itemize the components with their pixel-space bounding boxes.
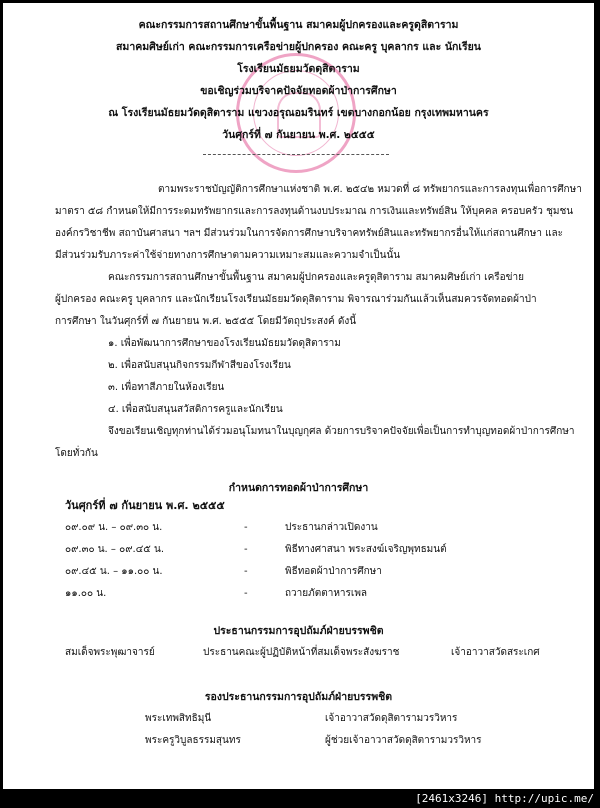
chair-role-2: เจ้าอาวาสวัดสระเกศ xyxy=(451,647,540,658)
objective-3: ๓. เพื่อทาสีภายในห้องเรียน xyxy=(108,382,225,393)
chair-role-1: ประธานคณะผู้ปฏิบัติหน้าที่สมเด็จพระสังฆราช xyxy=(203,647,400,658)
objective-2: ๒. เพื่อสนับสนุนกิจกรรมกีฬาสีของโรงเรียน xyxy=(108,360,291,371)
para1-line-3: องค์กรวิชาชีพ สถาบันศาสนา ฯลฯ มีส่วนร่วมในการจัดการศึกษาบริจาคทรัพย์สินและทรัพยากรอื่นให้แก่สถานศึกษา และ xyxy=(55,228,564,239)
header-invitation: ขอเชิญร่วมบริจาคปัจจัยทอดผ้าป่าการศึกษา xyxy=(200,85,397,97)
para1-line-4: มีส่วนร่วมรับภาระค่าใช้จ่ายทางการศึกษาตามความเหมาะสมและความจำเป็นนั้น xyxy=(55,250,401,261)
vice-chair-title: รองประธานกรรมการอุปถัมภ์ฝ่ายบรรพชิต xyxy=(204,691,393,703)
schedule-dash: - xyxy=(244,566,248,577)
schedule-title: กำหนดการทอดผ้าป่าการศึกษา xyxy=(228,482,369,494)
objective-4: ๔. เพื่อสนับสนุนสวัสดิการครูและนักเรียน xyxy=(108,404,283,415)
chair-name: สมเด็จพระพุฒาจารย์ xyxy=(65,647,155,658)
para2-line-3: การศึกษา ในวันศุกร์ที่ ๗ กันยายน พ.ศ. ๒๕๕๕ โดยมีวัตถุประสงค์ ดังนี้ xyxy=(55,316,357,327)
schedule-time: ๐๙.๐๙ น. – ๐๙.๓๐ น. xyxy=(65,522,163,533)
objective-1: ๑. เพื่อพัฒนาการศึกษาของโรงเรียนมัธยมวัดดุสิตาราม xyxy=(108,338,341,349)
schedule-event: ถวายภัตตาหารเพล xyxy=(285,588,368,599)
schedule-dash: - xyxy=(244,544,248,555)
vice-chair-role: ผู้ช่วยเจ้าอาวาสวัดดุสิตารามวรวิหาร xyxy=(325,735,482,746)
header-divider xyxy=(203,154,389,155)
schedule-time: ๐๙.๔๕ น. – ๑๑.๐๐ น. xyxy=(65,566,163,577)
para2-line-2: ผู้ปกครอง คณะครู บุคลากร และนักเรียนโรงเรียนมัธยมวัดดุสิตาราม พิจารณาร่วมกันแล้วเห็นสมควรจัดทอดผ้าป่า xyxy=(55,294,537,305)
schedule-event: พิธีทางศาสนา พระสงฆ์เจริญพุทธมนต์ xyxy=(285,544,447,555)
para3-line-1: จึงขอเรียนเชิญทุกท่านได้ร่วมอนุโมทนาในบุญกุศล ด้วยการบริจาคปัจจัยเพื่อเป็นการทำบุญทอดผ้าป่าการศึกษา xyxy=(108,426,575,437)
chair-title: ประธานกรรมการอุปถัมภ์ฝ่ายบรรพชิต xyxy=(213,625,384,637)
schedule-time: ๐๙.๓๐ น. – ๐๙.๔๕ น. xyxy=(65,544,165,555)
vice-chair-role: เจ้าอาวาสวัดดุสิตารามวรวิหาร xyxy=(325,713,458,724)
schedule-event: พิธีทอดผ้าป่าการศึกษา xyxy=(285,566,382,577)
header-location: ณ โรงเรียนมัธยมวัดดุสิตาราม แขวงอรุณอมรินทร์ เขตบางกอกน้อย กรุงเทพมหานคร xyxy=(108,107,489,119)
schedule-dash: - xyxy=(244,588,248,599)
vice-chair-name: พระครูวิบูลธรรมสุนทร xyxy=(145,735,241,746)
para3-line-2: โดยทั่วกัน xyxy=(55,448,98,459)
header-line-1: คณะกรรมการสถานศึกษาขั้นพื้นฐาน สมาคมผู้ปกครองและครูดุสิตาราม xyxy=(138,19,459,31)
header-date: วันศุกร์ที่ ๗ กันยายน พ.ศ. ๒๕๕๕ xyxy=(222,129,375,141)
schedule-time: ๑๑.๐๐ น. xyxy=(65,588,107,599)
header-school-name: โรงเรียนมัธยมวัดดุสิตาราม xyxy=(237,63,360,75)
vice-chair-name: พระเทพสิทธิมุนี xyxy=(145,713,212,724)
schedule-event: ประธานกล่าวเปิดงาน xyxy=(285,522,378,533)
schedule-date: วันศุกร์ที่ ๗ กันยายน พ.ศ. ๒๕๕๕ xyxy=(65,499,225,512)
header-line-2: สมาคมศิษย์เก่า คณะกรรมการเครือข่ายผู้ปกครอง คณะครู บุคลากร และ นักเรียน xyxy=(116,41,481,53)
para1-line-2: มาตรา ๕๘ กำหนดให้มีการระดมทรัพยากรและการลงทุนด้านงบประมาณ การเงินและทรัพย์สิน ให้บุคคล ครอบครัว ชุมชน xyxy=(55,206,574,217)
para1-line-1: ตามพระราชบัญญัติการศึกษาแห่งชาติ พ.ศ. ๒๕๔๒ หมวดที่ ๘ ทรัพยากรและการลงทุนเพื่อการศึกษา xyxy=(158,184,582,195)
document-page xyxy=(3,3,594,789)
para2-line-1: คณะกรรมการสถานศึกษาขั้นพื้นฐาน สมาคมผู้ปกครองและครูดุสิตาราม สมาคมศิษย์เก่า เครือข่าย xyxy=(108,272,524,283)
schedule-dash: - xyxy=(244,522,248,533)
image-size-caption: [2461x3246] http://upic.me/ xyxy=(415,792,594,805)
